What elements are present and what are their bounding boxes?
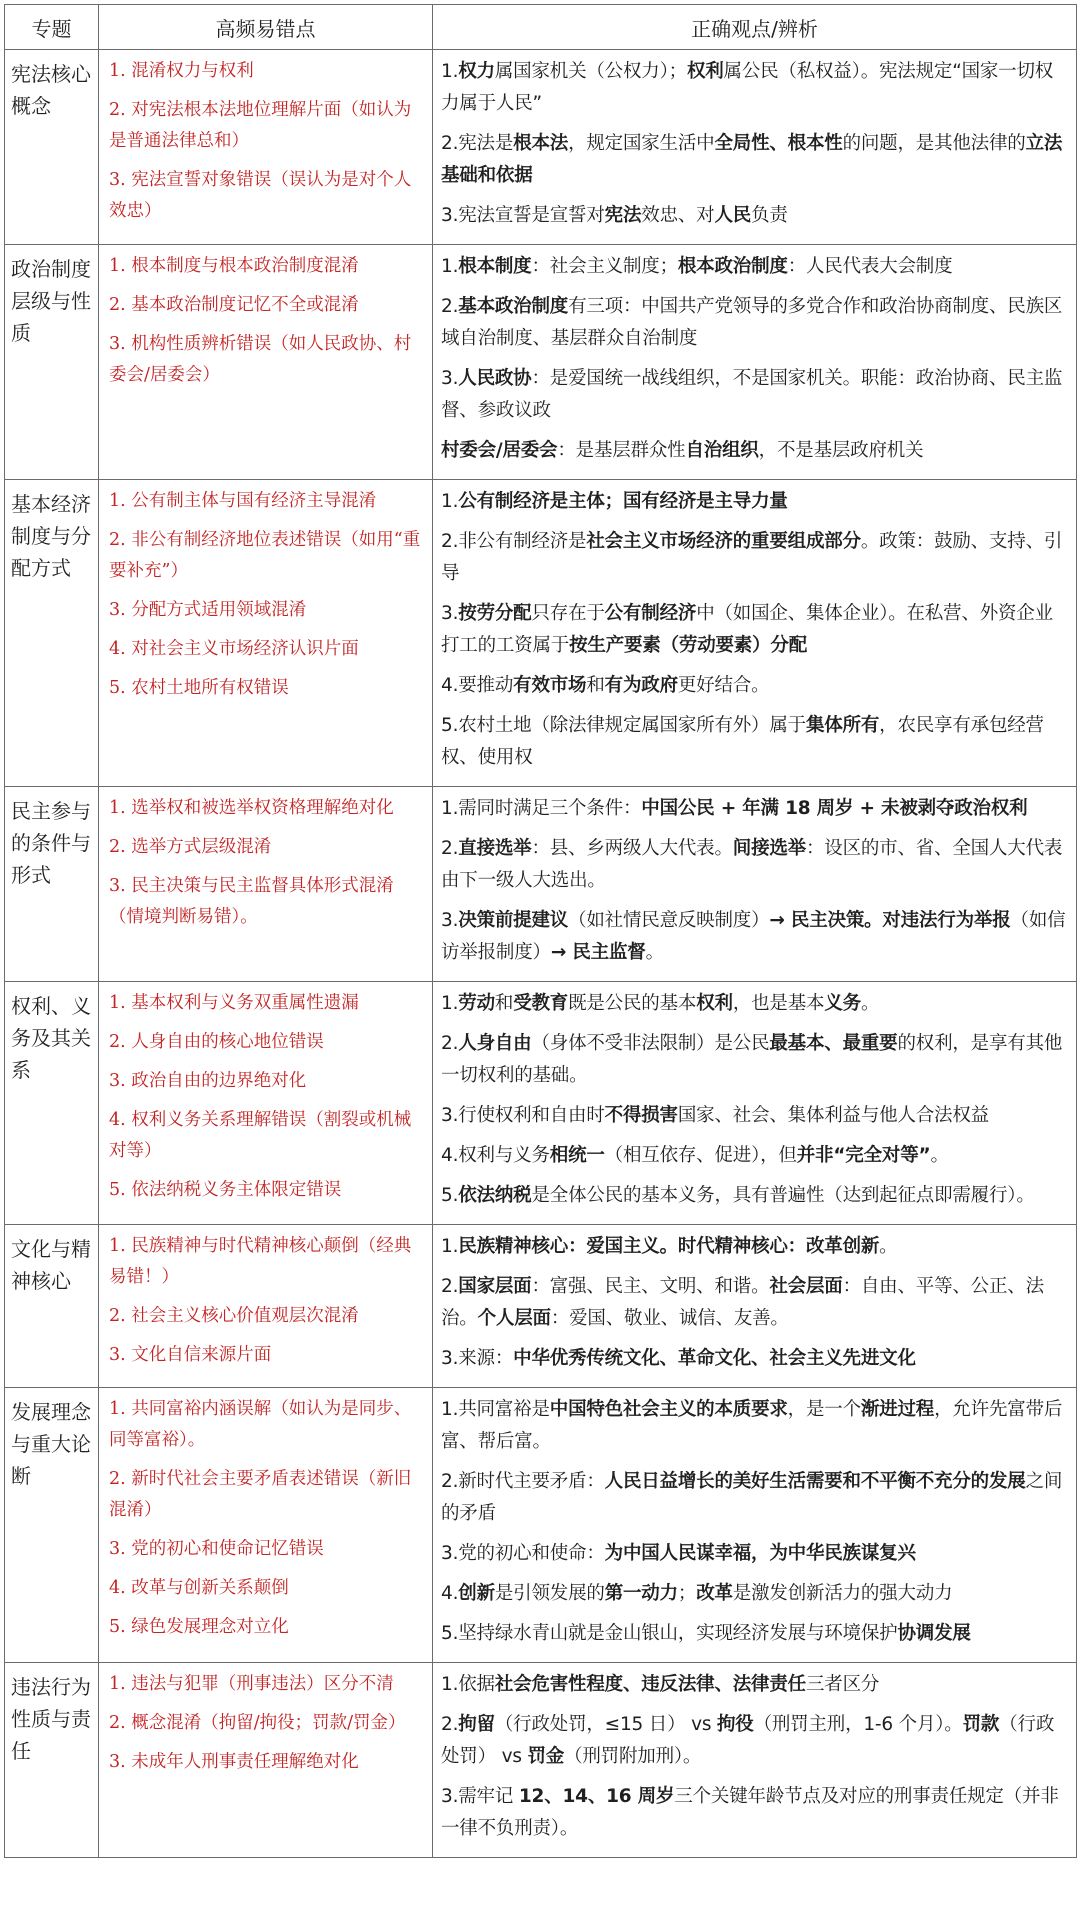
error-item: 2. 概念混淆（拘留/拘役；罚款/罚金） [109, 1713, 406, 1733]
point-item: 1.共同富裕是中国特色社会主义的本质要求，是一个渐进过程，允许先富带后富、帮后富。 [441, 1399, 1063, 1452]
points-cell [433, 1663, 1077, 1858]
table-row [5, 245, 1077, 480]
table-row [5, 1388, 1077, 1663]
error-item: 2. 新时代社会主要矛盾表述错误（新旧混淆） [109, 1469, 412, 1520]
error-item: 1. 民族精神与时代精神核心颠倒（经典易错！） [109, 1236, 412, 1287]
error-item: 2. 社会主义核心价值观层次混淆 [109, 1306, 359, 1326]
error-item: 4. 权利义务关系理解错误（割裂或机械对等） [109, 1110, 412, 1161]
point-item: 5.依法纳税是全体公民的基本义务，具有普遍性（达到起征点即需履行）。 [441, 1185, 1035, 1206]
error-item: 3. 文化自信来源片面 [109, 1345, 272, 1365]
points-cell [433, 480, 1077, 787]
errors-cell [99, 50, 433, 245]
topic-cell: 权利、义务及其关系 [5, 982, 99, 1225]
error-item: 2. 人身自由的核心地位错误 [109, 1032, 324, 1052]
table-row [5, 787, 1077, 982]
errors-cell [99, 1225, 433, 1388]
error-item: 5. 绿色发展理念对立化 [109, 1617, 289, 1637]
point-item: 3.决策前提建议（如社情民意反映制度）→ 民主决策。对违法行为举报（如信访举报制度）→ 民主监督。 [441, 910, 1066, 963]
errors-cell [99, 1663, 433, 1858]
error-analysis-table [4, 4, 1076, 1858]
error-item: 3. 政治自由的边界绝对化 [109, 1071, 307, 1091]
table-row [5, 1225, 1077, 1388]
errors-cell [99, 245, 433, 480]
point-item: 村委会/居委会：是基层群众性自治组织，不是基层政府机关 [441, 440, 924, 461]
point-item: 2.国家层面：富强、民主、文明、和谐。社会层面：自由、平等、公正、法治。个人层面：爱国、敬业、诚信、友善。 [441, 1276, 1044, 1329]
point-item: 1.劳动和受教育既是公民的基本权利，也是基本义务。 [441, 993, 880, 1014]
point-item: 3.需牢记 12、14、16 周岁三个关键年龄节点及对应的刑事责任规定（并非一律不负刑责）。 [441, 1786, 1059, 1839]
point-item: 2.非公有制经济是社会主义市场经济的重要组成部分。政策：鼓励、支持、引导 [441, 531, 1063, 584]
error-item: 5. 农村土地所有权错误 [109, 678, 289, 698]
error-item: 2. 基本政治制度记忆不全或混淆 [109, 295, 359, 315]
point-item: 3.行使权利和自由时不得损害国家、社会、集体利益与他人合法权益 [441, 1105, 989, 1126]
point-item: 1.根本制度：社会主义制度；根本政治制度：人民代表大会制度 [441, 256, 953, 277]
error-item: 3. 民主决策与民主监督具体形式混淆（情境判断易错）。 [109, 876, 394, 927]
error-item: 1. 根本制度与根本政治制度混淆 [109, 256, 359, 276]
point-item: 1.需同时满足三个条件：中国公民 + 年满 18 周岁 + 未被剥夺政治权利 [441, 798, 1028, 819]
point-item: 1.民族精神核心：爱国主义。时代精神核心：改革创新。 [441, 1236, 898, 1257]
topic-cell: 违法行为性质与责任 [5, 1663, 99, 1858]
point-item: 2.新时代主要矛盾：人民日益增长的美好生活需要和不平衡不充分的发展之间的矛盾 [441, 1471, 1063, 1524]
point-item: 4.要推动有效市场和有为政府更好结合。 [441, 675, 770, 696]
header-topic: 专题 [5, 5, 99, 50]
topic-cell: 基本经济制度与分配方式 [5, 480, 99, 787]
error-item: 5. 依法纳税义务主体限定错误 [109, 1180, 342, 1200]
point-item: 2.宪法是根本法，规定国家生活中全局性、根本性的问题，是其他法律的立法基础和依据 [441, 133, 1063, 186]
error-item: 3. 党的初心和使命记忆错误 [109, 1539, 324, 1559]
point-item: 5.坚持绿水青山就是金山银山，实现经济发展与环境保护协调发展 [441, 1623, 971, 1644]
topic-cell: 发展理念与重大论断 [5, 1388, 99, 1663]
header-errors: 高频易错点 [99, 5, 433, 50]
header-row [5, 5, 1077, 50]
table-row [5, 480, 1077, 787]
point-item: 2.基本政治制度有三项：中国共产党领导的多党合作和政治协商制度、民族区域自治制度、基层群众自治制度 [441, 296, 1063, 349]
errors-cell [99, 1388, 433, 1663]
point-item: 3.按劳分配只存在于公有制经济中（如国企、集体企业）。在私营、外资企业打工的工资属于按生产要素（劳动要素）分配 [441, 603, 1053, 656]
error-item: 2. 非公有制经济地位表述错误（如用“重要补充”） [109, 530, 421, 581]
point-item: 2.直接选举：县、乡两级人大代表。间接选举：设区的市、省、全国人大代表由下一级人大选出。 [441, 838, 1063, 891]
points-cell [433, 982, 1077, 1225]
table-body [5, 50, 1077, 1858]
point-item: 2.拘留（行政处罚，≤15 日） vs 拘役（刑罚主刑，1-6 个月）。罚款（行政处罚） vs 罚金（刑罚附加刑）。 [441, 1714, 1055, 1767]
error-item: 3. 机构性质辨析错误（如人民政协、村委会/居委会） [109, 334, 412, 385]
points-cell [433, 1388, 1077, 1663]
points-cell [433, 50, 1077, 245]
point-item: 3.人民政协：是爱国统一战线组织，不是国家机关。职能：政治协商、民主监督、参政议政 [441, 368, 1063, 421]
point-item: 1.依据社会危害性程度、违反法律、法律责任三者区分 [441, 1674, 880, 1695]
point-item: 2.人身自由（身体不受非法限制）是公民最基本、最重要的权利，是享有其他一切权利的基础。 [441, 1033, 1063, 1086]
error-item: 1. 共同富裕内涵误解（如认为是同步、同等富裕）。 [109, 1399, 412, 1450]
points-cell [433, 787, 1077, 982]
point-item: 4.权利与义务相统一（相互依存、促进），但并非“完全对等”。 [441, 1145, 949, 1166]
topic-cell: 政治制度层级与性质 [5, 245, 99, 480]
topic-cell: 民主参与的条件与形式 [5, 787, 99, 982]
header-points: 正确观点/辨析 [433, 5, 1077, 50]
error-item: 1. 基本权利与义务双重属性遗漏 [109, 993, 359, 1013]
points-cell [433, 245, 1077, 480]
table-row [5, 982, 1077, 1225]
error-item: 2. 选举方式层级混淆 [109, 837, 272, 857]
point-item: 3.宪法宣誓是宣誓对宪法效忠、对人民负责 [441, 205, 788, 226]
error-item: 1. 违法与犯罪（刑事违法）区分不清 [109, 1674, 394, 1694]
point-item: 4.创新是引领发展的第一动力；改革是激发创新活力的强大动力 [441, 1583, 953, 1604]
topic-cell: 宪法核心概念 [5, 50, 99, 245]
point-item: 1.公有制经济是主体；国有经济是主导力量 [441, 491, 788, 512]
error-item: 3. 未成年人刑事责任理解绝对化 [109, 1752, 359, 1772]
error-item: 2. 对宪法根本法地位理解片面（如认为是普通法律总和） [109, 100, 412, 151]
topic-cell: 文化与精神核心 [5, 1225, 99, 1388]
points-cell [433, 1225, 1077, 1388]
point-item: 1.权力属国家机关（公权力）；权利属公民（私权益）。宪法规定“国家一切权力属于人民” [441, 61, 1054, 114]
error-item: 1. 混淆权力与权利 [109, 61, 254, 81]
error-item: 4. 对社会主义市场经济认识片面 [109, 639, 359, 659]
point-item: 3.来源：中华优秀传统文化、革命文化、社会主义先进文化 [441, 1348, 916, 1369]
error-item: 1. 公有制主体与国有经济主导混淆 [109, 491, 377, 511]
table [4, 4, 1077, 1858]
error-item: 3. 宪法宣誓对象错误（误认为是对个人效忠） [109, 170, 412, 221]
error-item: 1. 选举权和被选举权资格理解绝对化 [109, 798, 394, 818]
point-item: 3.党的初心和使命：为中国人民谋幸福，为中华民族谋复兴 [441, 1543, 916, 1564]
table-row [5, 1663, 1077, 1858]
errors-cell [99, 480, 433, 787]
error-item: 3. 分配方式适用领域混淆 [109, 600, 307, 620]
point-item: 5.农村土地（除法律规定属国家所有外）属于集体所有，农民享有承包经营权、使用权 [441, 715, 1044, 768]
error-item: 4. 改革与创新关系颠倒 [109, 1578, 289, 1598]
table-row [5, 50, 1077, 245]
errors-cell [99, 982, 433, 1225]
errors-cell [99, 787, 433, 982]
